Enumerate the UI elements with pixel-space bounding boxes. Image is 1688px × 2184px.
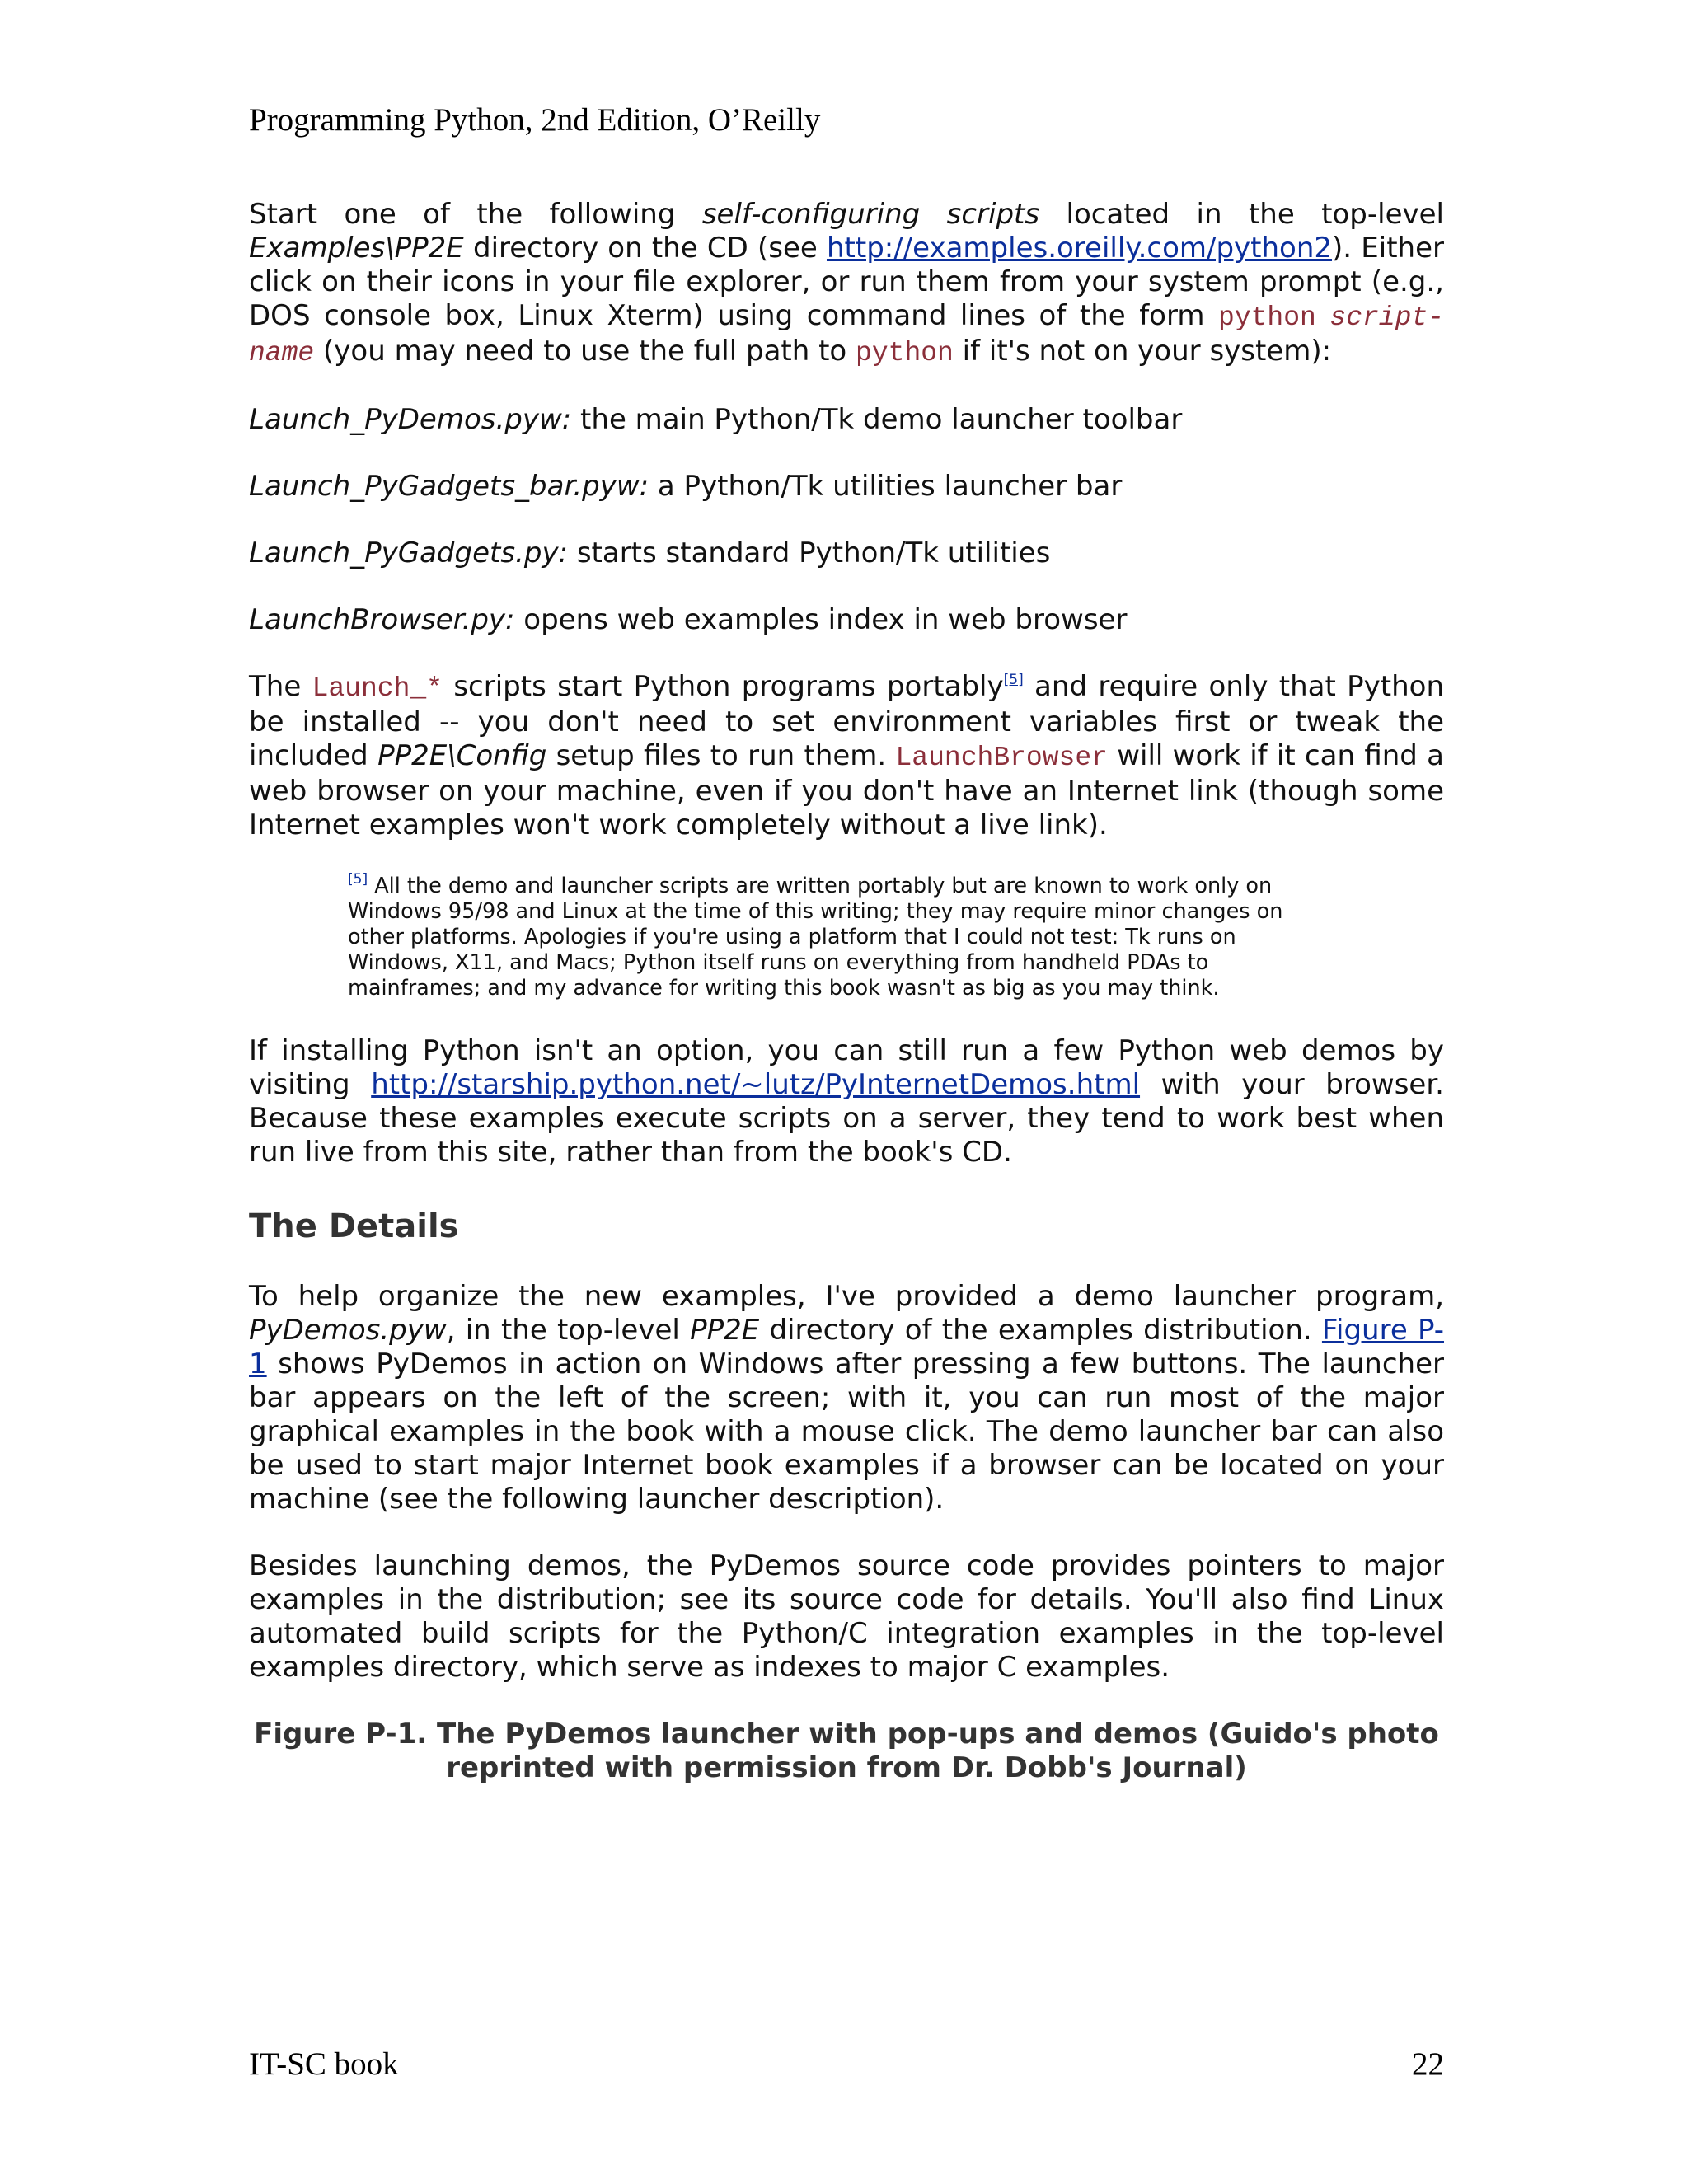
text-run xyxy=(1316,299,1330,332)
text-run: setup files to run them. xyxy=(546,739,896,772)
text-run: if it's not on your system): xyxy=(953,335,1332,368)
text-run: To help organize the new examples, I've provided a demo launcher program, xyxy=(249,1280,1444,1313)
footnote-text: All the demo and launcher scripts are written portably but are known to work only on Windows 95/98 and Linux at the time of this writing; they may require minor changes on other platforms. Apologies if you're using a platform that I could not test: Tk runs on Windows, X11, and Macs; Python itself runs on everything from handheld PDAs to mainframes; and my advance for writing this book wasn't as big as you may think. xyxy=(348,874,1283,1001)
script-item xyxy=(249,603,1444,637)
text-run: The xyxy=(249,670,312,703)
footnote-link[interactable]: [5] xyxy=(1003,672,1024,688)
details-paragraph xyxy=(249,1280,1444,1516)
emphasis-text: PP2E\Config xyxy=(377,739,547,772)
text-run: scripts start Python programs portably xyxy=(443,670,1004,703)
script-item xyxy=(249,537,1444,570)
script-item xyxy=(249,403,1444,437)
script-description: a Python/Tk utilities launcher bar xyxy=(649,470,1123,503)
section-heading: The Details xyxy=(249,1207,459,1245)
emphasis-text: PyDemos.pyw xyxy=(249,1314,447,1347)
footer-label: IT-SC book xyxy=(249,2046,399,2082)
launch-paragraph xyxy=(249,670,1444,842)
inline-code: LaunchBrowser xyxy=(895,743,1108,773)
script-name: Launch_PyGadgets_bar.pyw: xyxy=(249,470,649,503)
footnote-ref xyxy=(1004,672,1024,688)
script-item xyxy=(249,470,1444,504)
footnote-marker: [5] xyxy=(348,871,368,888)
script-description: opens web examples index in web browser xyxy=(514,603,1128,636)
script-name: Launch_PyGadgets.py: xyxy=(249,537,569,569)
figure-caption: Figure P-1. The PyDemos launcher with pop-ups and demos (Guido's photo reprinted with permission from Dr. Dobb's Journal) xyxy=(254,1718,1439,1784)
text-run: directory on the CD (see xyxy=(463,232,827,265)
emphasis-text: Examples\PP2E xyxy=(249,232,464,265)
script-description: starts standard Python/Tk utilities xyxy=(568,537,1051,569)
text-run: with your browser. Because these examples execute scripts on a server, they tend to work best when run live from this site, rather than from the book's CD. xyxy=(249,1068,1444,1169)
page-number: 22 xyxy=(1412,2046,1444,2082)
text-run: (you may need to use the full path to xyxy=(314,335,856,368)
figure-link[interactable]: Figure P-1 xyxy=(249,1314,1444,1380)
text-run: If installing Python isn't an option, you can still run a few Python web demos by visiting xyxy=(249,1034,1444,1101)
text-run: , in the top-level xyxy=(446,1314,691,1347)
web-demos-paragraph xyxy=(249,1034,1444,1169)
starship-link[interactable]: http://starship.python.net/~lutz/PyInternetDemos.html xyxy=(371,1068,1141,1101)
emphasis-text: PP2E xyxy=(690,1314,760,1347)
footnote xyxy=(348,871,1287,1001)
page-content xyxy=(249,198,1444,1785)
examples-link[interactable]: http://examples.oreilly.com/python2 xyxy=(826,232,1333,265)
script-description: the main Python/Tk demo launcher toolbar xyxy=(571,403,1183,436)
text-run: will work if it can find a web browser on your machine, even if you don't have an Internet link (though some Internet examples won't work completely without a live link). xyxy=(249,739,1445,841)
inline-code: python xyxy=(856,338,954,368)
text-run: and require only that Python be installed -- you don't need to set environment variables first or tweak the included xyxy=(249,670,1444,772)
text-run: ). Either click on their icons in your file explorer, or run them from your system prompt (e.g., DOS console box, Linux Xterm) using command lines of the form xyxy=(249,232,1444,332)
text-run: located in the top-level xyxy=(1039,198,1444,231)
text-run: Start one of the following xyxy=(249,198,702,231)
script-name: LaunchBrowser.py: xyxy=(249,603,515,636)
running-header: Programming Python, 2nd Edition, O’Reilly xyxy=(249,102,821,138)
besides-paragraph: Besides launching demos, the PyDemos source code provides pointers to major examples in the distribution; see its source code for details. You'll also find Linux automated build scripts for the Python/C integration examples in the top-level examples directory, which serve as indexes to major C examples. xyxy=(249,1549,1444,1684)
emphasis-text: self-configuring scripts xyxy=(701,198,1040,231)
inline-code: script-name xyxy=(249,302,1445,368)
inline-code: python xyxy=(1218,302,1316,333)
inline-code: Launch_* xyxy=(312,673,443,704)
text-run: shows PyDemos in action on Windows after pressing a few buttons. The launcher bar appears on the left of the screen; with it, you can run most of the major graphical examples in the book with a mouse click. The demo launcher bar can also be used to start major Internet book examples if a browser can be located on your machine (see the following launcher description). xyxy=(249,1347,1444,1516)
intro-paragraph xyxy=(249,198,1444,370)
script-name: Launch_PyDemos.pyw: xyxy=(249,403,572,436)
text-run: directory of the examples distribution. xyxy=(759,1314,1322,1347)
